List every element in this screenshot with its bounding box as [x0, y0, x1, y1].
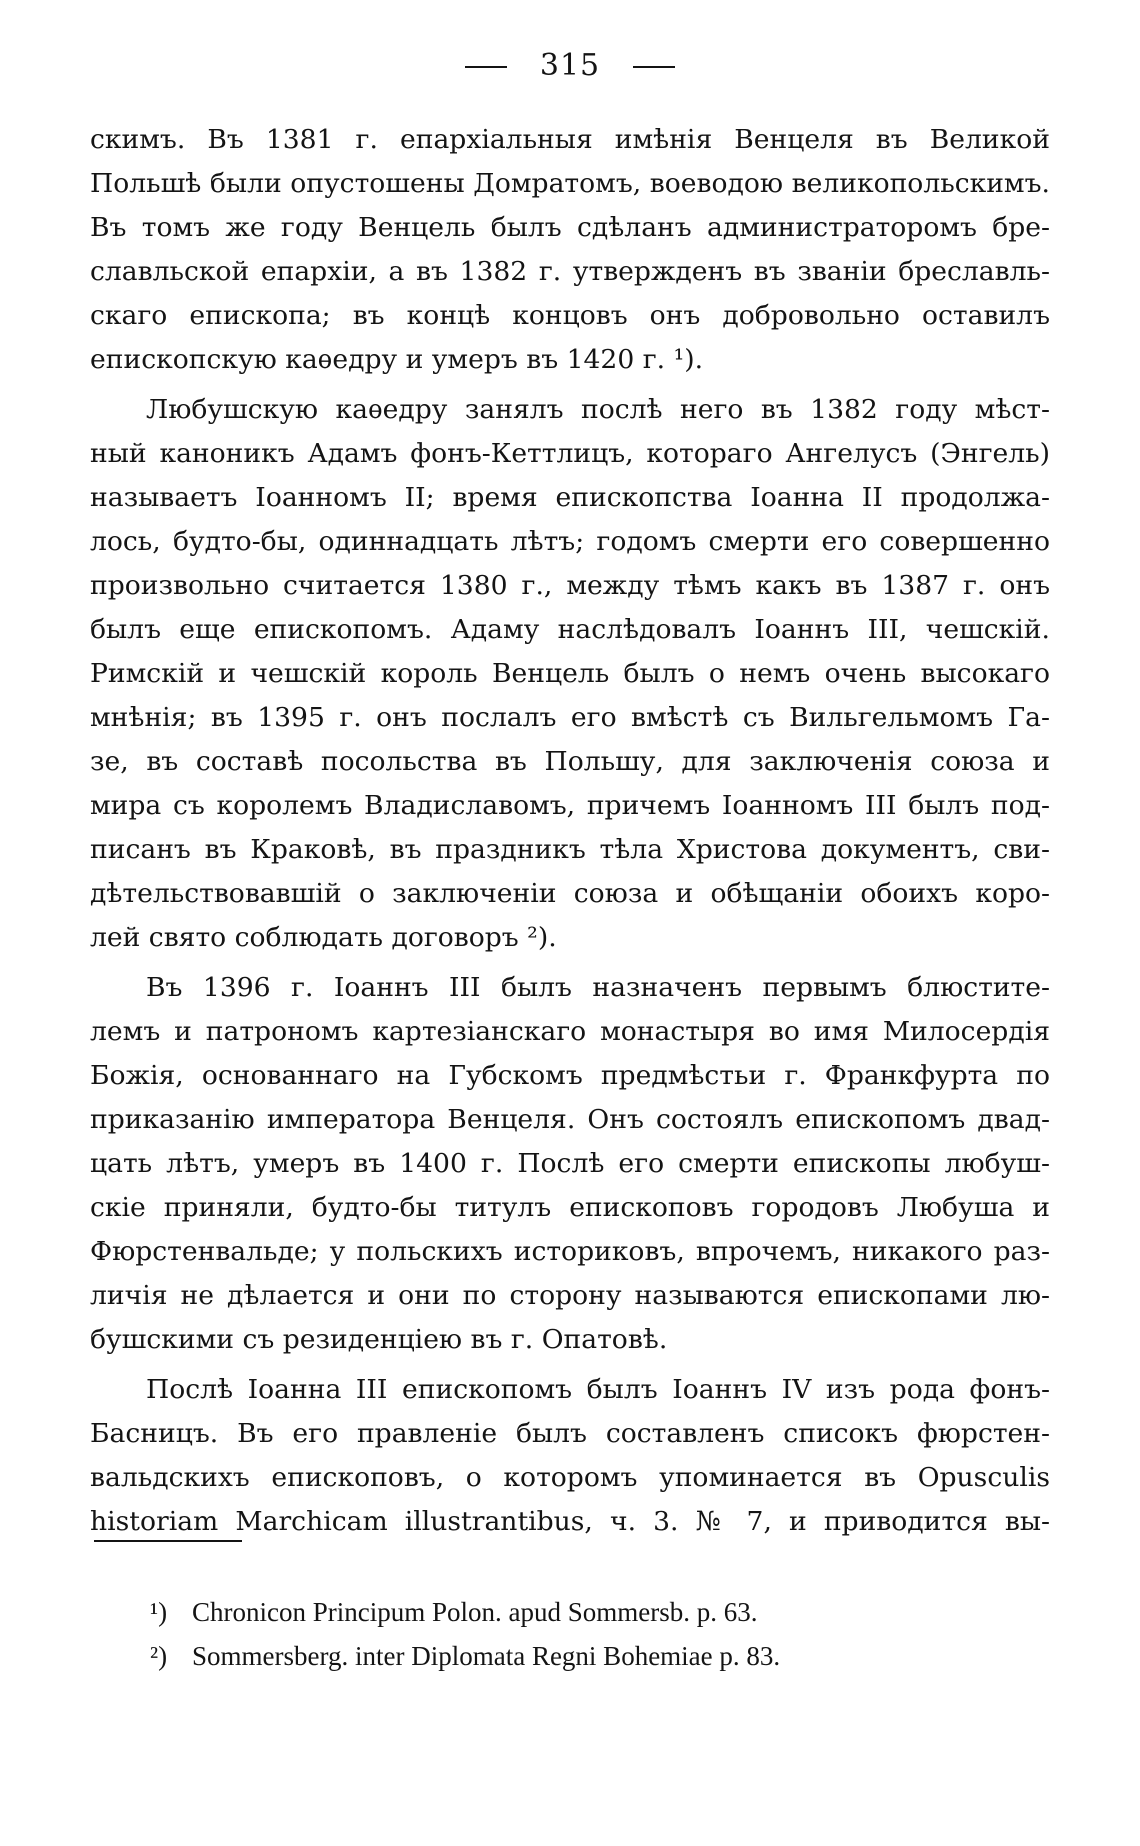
text-line: Въ томъ же году Венцель былъ сдѣланъ администраторомъ бре- — [90, 212, 1050, 243]
text-line: называетъ Іоанномъ II; время епископства Іоанна II продолжа- — [90, 482, 1050, 513]
text-line: ный каноникъ Адамъ фонъ-Кеттлицъ, котораго Ангелусъ (Энгель) — [90, 438, 1050, 469]
text-line: зе, въ составѣ посольства въ Польшу, для заключенія союза и — [90, 746, 1050, 777]
footnote-text: Sommersberg. inter Diplomata Regni Bohemiae p. 83. — [192, 1641, 781, 1671]
footnote-text: Chronicon Principum Polon. apud Sommersb. p. 63. — [192, 1597, 758, 1627]
text-line: приказанію императора Венцеля. Онъ состоялъ епископомъ двад- — [90, 1104, 1050, 1135]
text-line: славльской епархіи, а въ 1382 г. утвержденъ въ званіи бреславль- — [90, 256, 1050, 287]
text-line: дѣтельствовавшій о заключеніи союза и обѣщаніи обоихъ коро- — [90, 878, 1050, 909]
text-line: Въ 1396 г. Іоаннъ III былъ назначенъ первымъ блюстите- — [146, 972, 1050, 1003]
text-line: Польшѣ были опустошены Домратомъ, воеводою великопольскимъ. — [90, 168, 1050, 199]
text-line: цать лѣтъ, умеръ въ 1400 г. Послѣ его смерти епископы любуш- — [90, 1148, 1050, 1179]
paragraph-4 — [90, 1368, 1050, 1544]
text-line: Божія, основаннаго на Губскомъ предмѣстьи г. Франкфурта по — [90, 1060, 1050, 1091]
footnote-marker: ²) — [150, 1641, 168, 1671]
text-line: Басницъ. Въ его правленіе былъ составленъ списокъ фюрстен- — [90, 1418, 1050, 1449]
text-line: Римскій и чешскій король Венцель былъ о немъ очень высокаго — [90, 658, 1050, 689]
text-line: мнѣнія; въ 1395 г. онъ послалъ его вмѣстѣ съ Вильгельмомъ Га- — [90, 702, 1050, 733]
paragraph-1 — [90, 118, 1050, 382]
text-line: Любушскую каѳедру занялъ послѣ него въ 1382 году мѣст- — [146, 394, 1050, 425]
text-line: historiam Marchicam illustrantibus, ч. 3. № 7, и приводится вы- — [90, 1506, 1050, 1537]
text-line: лось, будто-бы, одиннадцать лѣтъ; годомъ смерти его совершенно — [90, 526, 1050, 557]
text-line: скаго епископа; въ концѣ концовъ онъ добровольно оставилъ — [90, 300, 1050, 331]
text-line: скіе приняли, будто-бы титулъ епископовъ городовъ Любуша и — [90, 1192, 1050, 1223]
text-line: личія не дѣлается и они по сторону называются епископами лю- — [90, 1280, 1050, 1311]
text-line: Послѣ Іоанна III епископомъ былъ Іоаннъ IV изъ рода фонъ- — [146, 1374, 1050, 1405]
header-dash-right — [633, 66, 675, 68]
paragraph-3 — [90, 966, 1050, 1362]
text-line: епископскую каѳедру и умеръ въ 1420 г. ¹). — [90, 344, 704, 375]
text-line: бушскими съ резиденціею въ г. Опатовѣ. — [90, 1324, 668, 1355]
footnote-separator — [94, 1540, 242, 1542]
text-line: лемъ и патрономъ картезіанскаго монастыря во имя Милосердія — [90, 1016, 1050, 1047]
text-line: произвольно считается 1380 г., между тѣмъ какъ въ 1387 г. онъ — [90, 570, 1050, 601]
paragraph-2 — [90, 388, 1050, 960]
page-number: 315 — [539, 48, 601, 83]
body-text — [90, 118, 1050, 1544]
text-line: Фюрстенвальде; у польскихъ историковъ, впрочемъ, никакого раз- — [90, 1236, 1050, 1267]
page-header — [0, 48, 1140, 83]
footnote-marker: ¹) — [150, 1597, 168, 1627]
text-line: вальдскихъ епископовъ, о которомъ упоминается въ Opusculis — [90, 1462, 1050, 1493]
text-line: скимъ. Въ 1381 г. епархіальныя имѣнія Венцеля въ Великой — [90, 124, 1050, 155]
header-dash-left — [465, 66, 507, 68]
text-line: мира съ королемъ Владиславомъ, причемъ Іоанномъ III былъ под- — [90, 790, 1050, 821]
text-line: лей свято соблюдать договоръ ²). — [90, 922, 557, 953]
footnotes — [150, 1590, 1010, 1678]
footnote-2 — [150, 1634, 1010, 1678]
footnote-1 — [150, 1590, 1010, 1634]
text-line: писанъ въ Краковѣ, въ праздникъ тѣла Христова документъ, сви- — [90, 834, 1050, 865]
text-line: былъ еще епископомъ. Адаму наслѣдовалъ Іоаннъ III, чешскій. — [90, 614, 1050, 645]
